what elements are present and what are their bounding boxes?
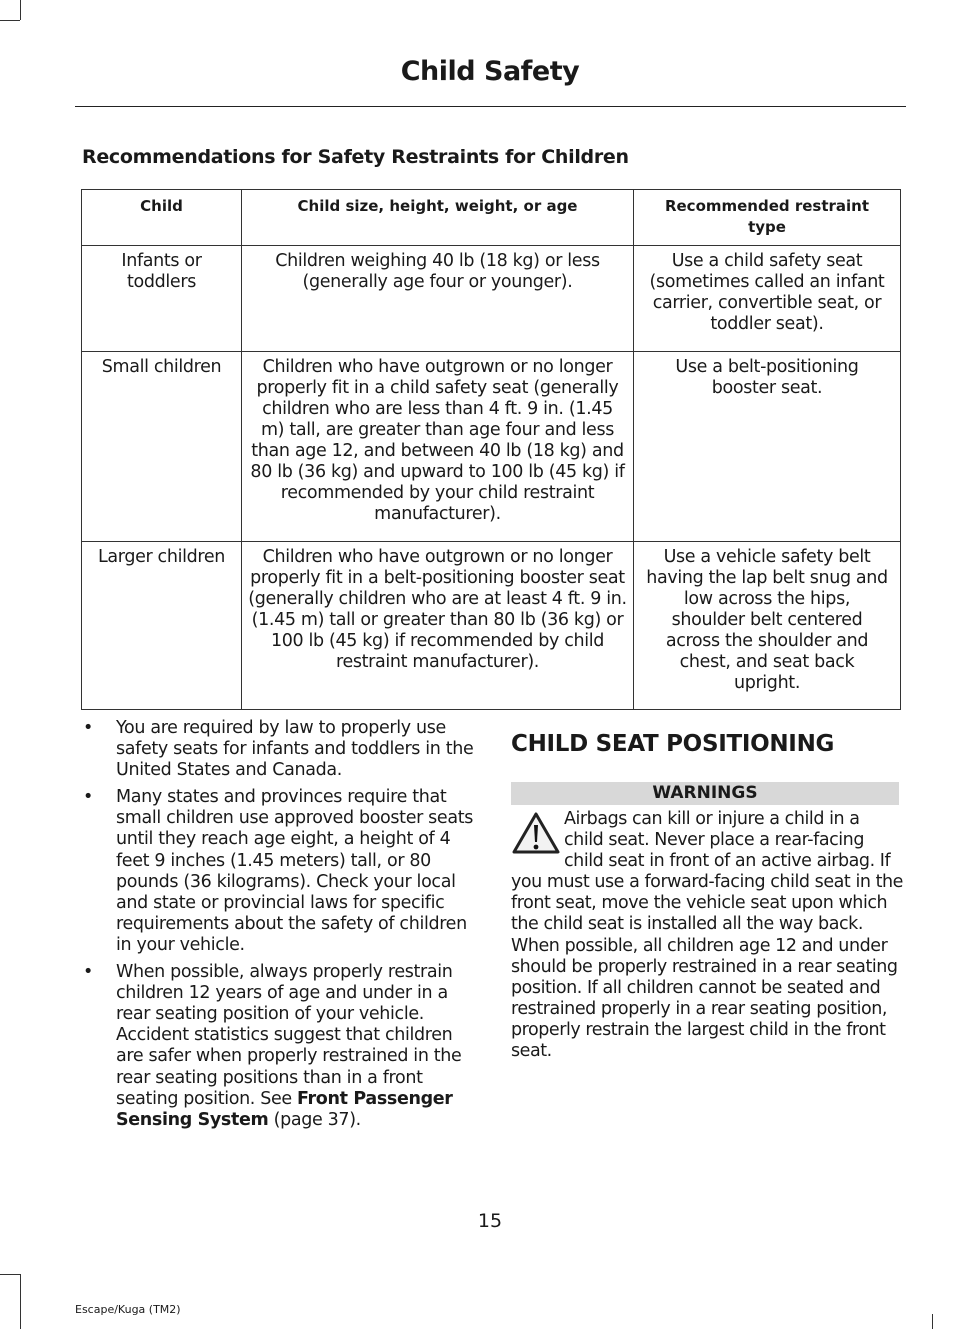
list-item — [83, 962, 478, 1131]
page-reference: (page 37). — [273, 1109, 361, 1130]
warning-paragraph — [511, 809, 903, 1062]
bullet-text: When possible, always properly restrain children 12 years of age and under in a rear seating position of your vehicle. Accident statistics suggest that children are safer when properly restrained in the rear seating positions than in a front seating position. See — [116, 962, 462, 1109]
column-header: Child — [82, 190, 242, 246]
column-header: Recommended restraint type — [634, 190, 901, 246]
table-header-row — [82, 190, 901, 246]
table-cell: Use a child safety seat (sometimes called an infant carrier, convertible seat, or toddler seat). — [634, 246, 901, 352]
warning-text: Airbags can kill or injure a child in a child seat. Never place a rear-facing child seat in front of an active airbag. If you must use a forward-facing child seat in the front seat, move the vehicle seat upon which the child seat is installed all the way back. When possible, all children age 12 and under should be properly restrained in a rear seating position. If all children cannot be seated and restrained properly in a rear seating position, properly restrain the largest child in the front seat. — [511, 809, 903, 1062]
warnings-label: WARNINGS — [511, 782, 899, 805]
table-cell: Use a vehicle safety belt having the lap belt snug and low across the hips, shoulder belt centered across the shoulder and chest, and seat back upright. — [634, 542, 901, 710]
bullet-text: Many states and provinces require that small children use approved booster seats until they reach age eight, a height of 4 feet 9 inches (1.45 meters) tall, or 80 pounds (36 kilograms). Check your local and state or provincial laws for specific requirements about the safety of children in your vehicle. — [116, 787, 474, 955]
table-row — [82, 542, 901, 710]
page-number: 15 — [477, 1210, 503, 1232]
list-item — [83, 787, 478, 956]
crop-mark — [932, 1314, 933, 1329]
bullet-marker: • — [83, 962, 93, 983]
crop-mark — [0, 1274, 20, 1275]
crop-mark — [20, 1274, 21, 1329]
table-row — [82, 246, 901, 352]
column-header: Child size, height, weight, or age — [242, 190, 634, 246]
restraint-table — [81, 189, 901, 710]
table-cell: Children weighing 40 lb (18 kg) or less (generally age four or younger). — [242, 246, 634, 352]
list-item — [83, 718, 478, 781]
warning-icon-spacer — [511, 809, 564, 872]
table-cell: Use a belt-positioning booster seat. — [634, 352, 901, 542]
footer-model: Escape/Kuga (TM2) — [75, 1303, 181, 1316]
cross-reference-link[interactable]: Front Passenger Sensing System — [116, 1088, 453, 1130]
table-row — [82, 352, 901, 542]
child-seat-positioning-heading: CHILD SEAT POSITIONING — [511, 731, 835, 757]
bullet-marker: • — [83, 787, 93, 808]
table-cell: Infants or toddlers — [82, 246, 242, 352]
title-divider — [75, 106, 906, 107]
table-cell: Children who have outgrown or no longer properly fit in a belt-positioning booster seat (generally children who are at least 4 ft. 9 in. (1.45 m) tall or greater than 80 lb (36 kg) or 100 lb (45 kg) if recommended by child restraint manufacturer). — [242, 542, 634, 710]
table-cell: Larger children — [82, 542, 242, 710]
crop-mark — [0, 20, 20, 21]
table-cell: Children who have outgrown or no longer properly fit in a child safety seat (generally children who are less than 4 ft. 9 in. (1.45 m) tall, are greater than age four and less than age 12, and between 40 lb (18 kg) and 80 lb (36 kg) and upward to 100 lb (45 kg) if recommended by your child restraint manufacturer). — [242, 352, 634, 542]
section-heading: Recommendations for Safety Restraints for Children — [82, 146, 629, 168]
bullet-list — [83, 718, 478, 1137]
page-title: Child Safety — [400, 56, 580, 87]
bullet-text: You are required by law to properly use safety seats for infants and toddlers in the United States and Canada. — [116, 718, 474, 781]
table-cell: Small children — [82, 352, 242, 542]
bullet-marker: • — [83, 718, 93, 738]
crop-mark — [20, 0, 21, 20]
